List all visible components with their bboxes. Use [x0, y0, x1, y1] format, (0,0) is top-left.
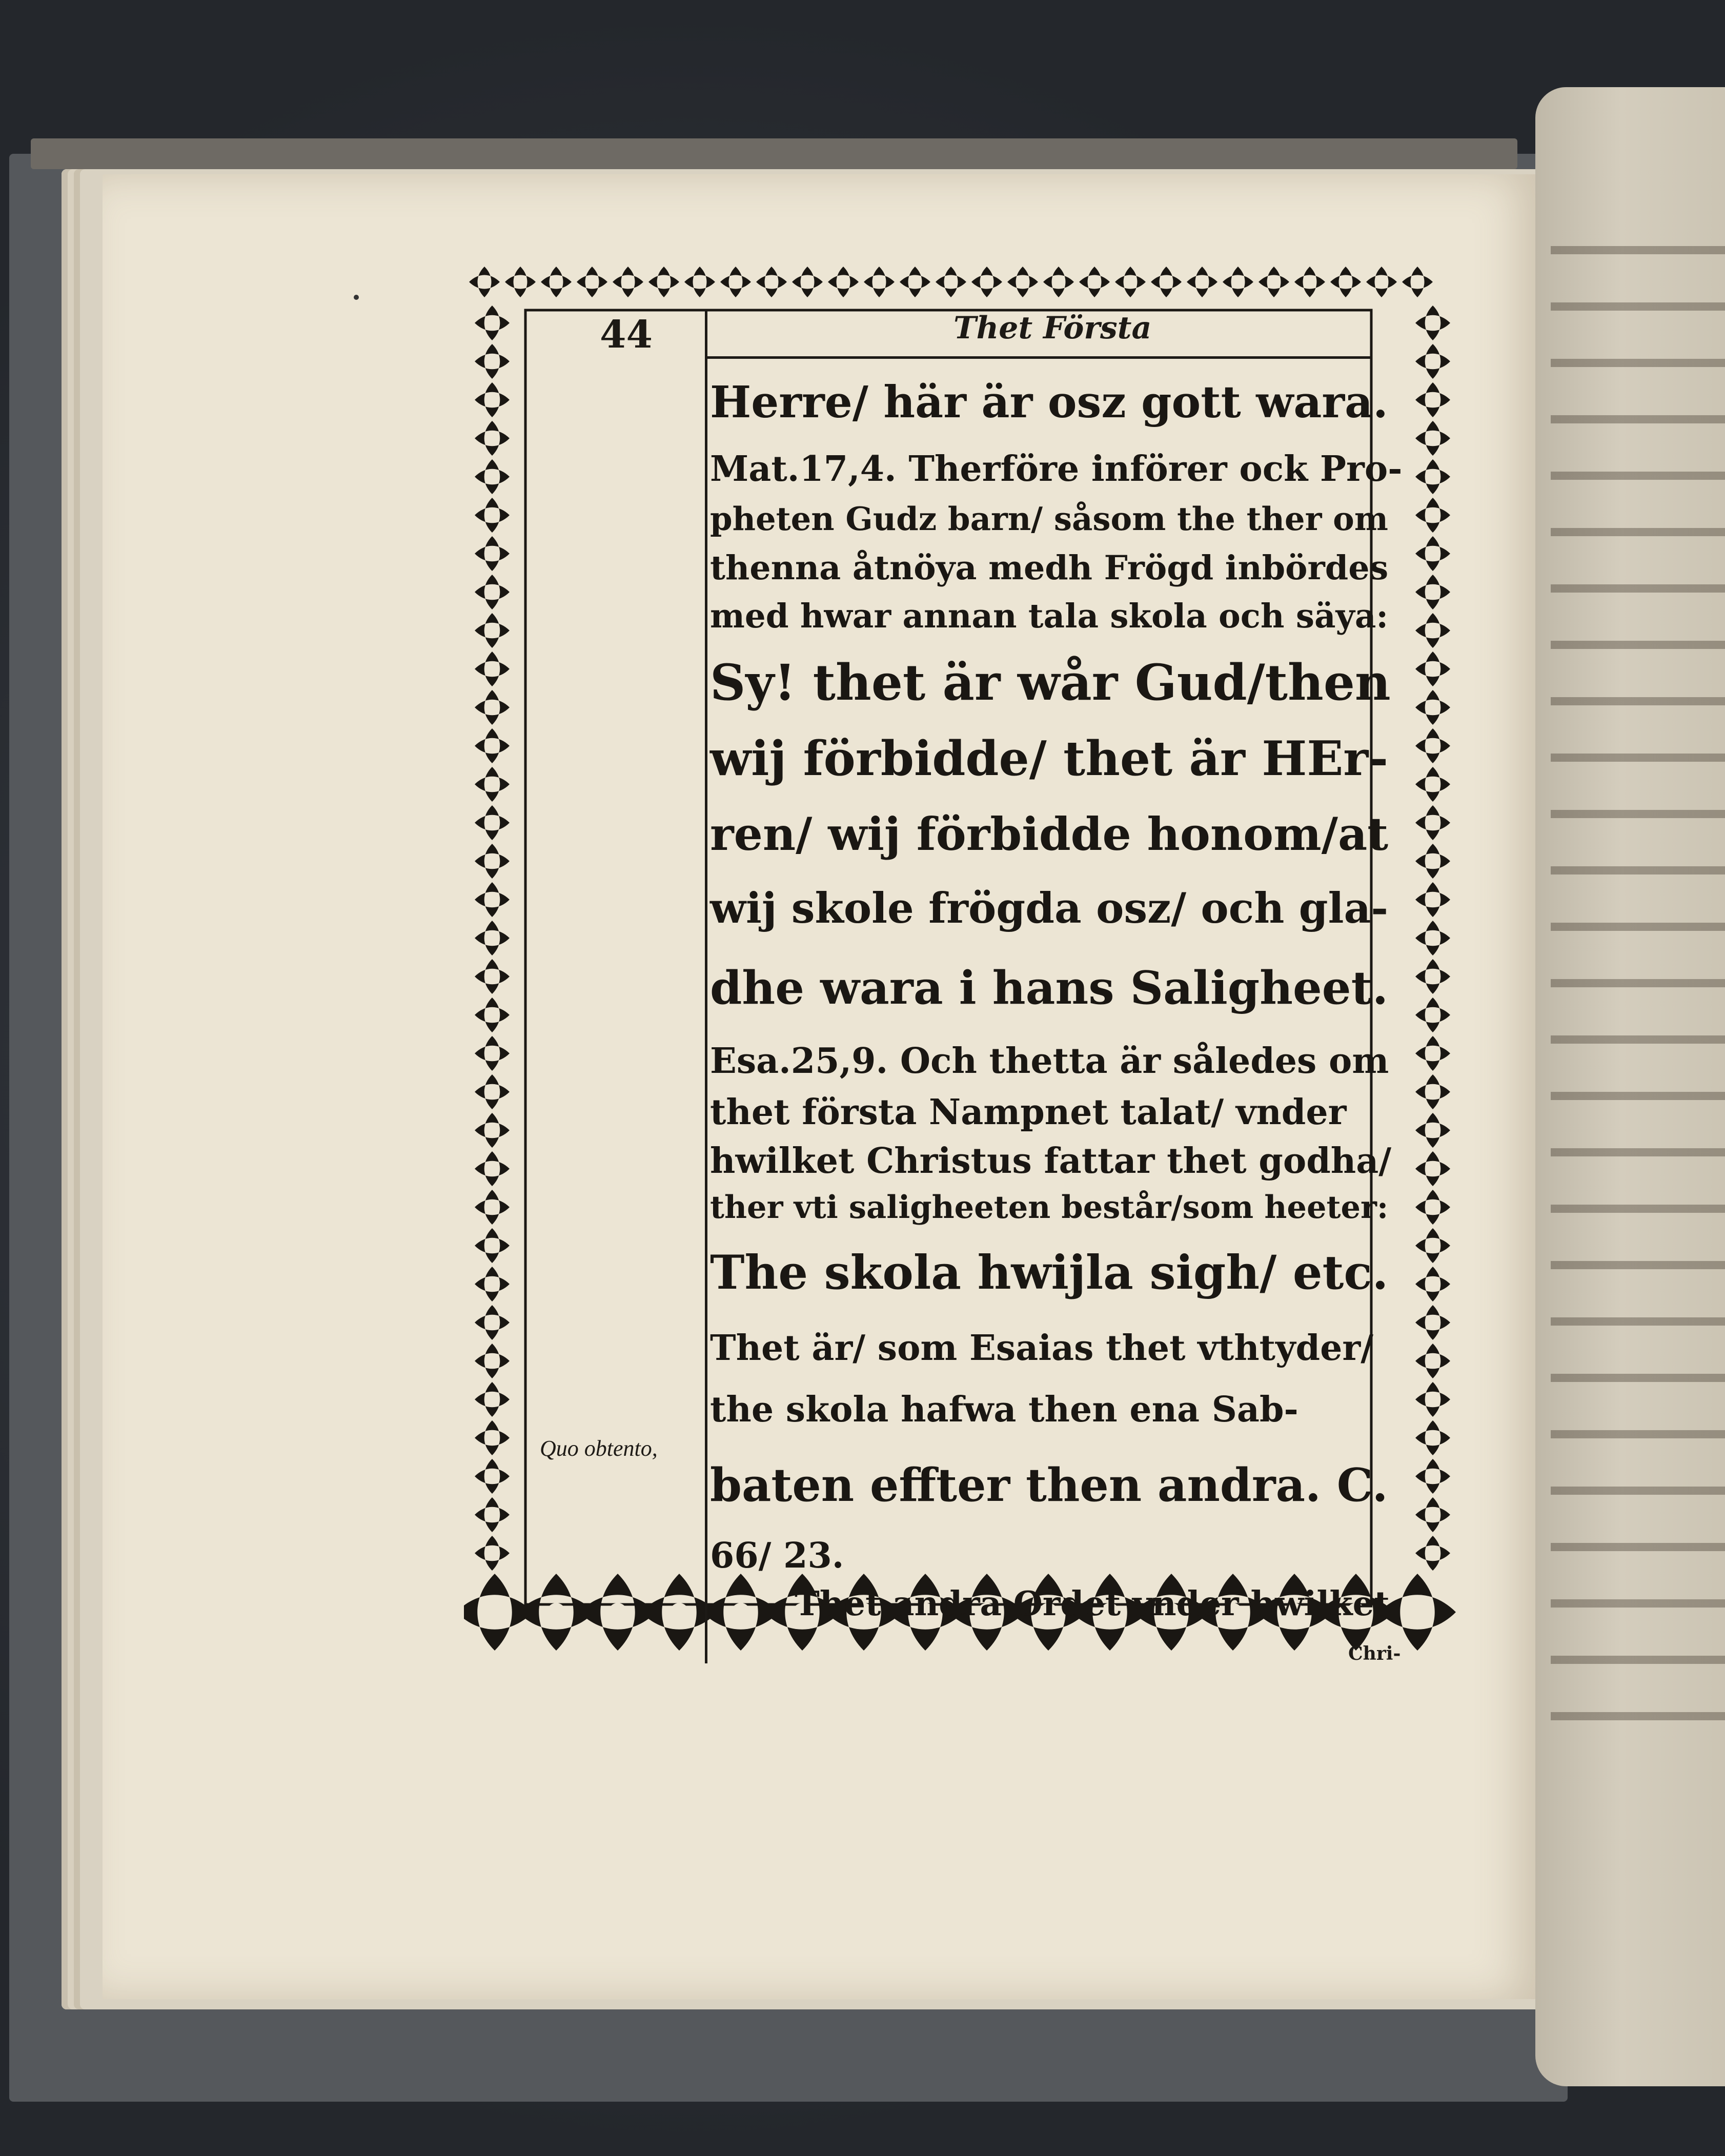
border-ornament-top [1366, 267, 1397, 297]
border-ornament-top [720, 267, 751, 297]
border-ornament-left [475, 1190, 510, 1225]
border-ornament-top [1259, 267, 1289, 297]
border-ornament-left [475, 652, 510, 686]
ink-spot [354, 295, 359, 300]
catchword: Chri- [1348, 1643, 1401, 1664]
border-ornament-top [541, 267, 572, 297]
border-ornament-left [475, 1267, 510, 1301]
text-line: dhe wara i hans Saligheet. [710, 961, 1388, 1015]
text-line: thet första Nampnet talat/ vnder [710, 1092, 1347, 1133]
border-ornament-right [1415, 421, 1450, 456]
border-ornament-right [1415, 728, 1450, 763]
border-ornament-top [1115, 267, 1146, 297]
book-cover-edge [31, 138, 1517, 169]
border-ornament-right [1415, 382, 1450, 417]
right-page [1535, 87, 1725, 2086]
border-ornament-left [475, 306, 510, 340]
page-number: 44 [600, 313, 653, 357]
border-ornament-right [1415, 1151, 1450, 1186]
text-line: ren/ wij förbidde honom/at [710, 807, 1389, 861]
border-ornament-left [475, 805, 510, 840]
border-ornament-right [1415, 306, 1450, 340]
border-ornament-left [475, 1074, 510, 1109]
border-ornament-right [1415, 767, 1450, 802]
border-ornament-top [648, 267, 679, 297]
border-ornament-left [475, 575, 510, 609]
border-ornament-right [1415, 652, 1450, 686]
border-ornament-top [1223, 267, 1253, 297]
border-ornament-left [475, 382, 510, 417]
border-ornament-left [475, 1036, 510, 1071]
border-ornament-top [1187, 267, 1217, 297]
border-ornament-right [1415, 1459, 1450, 1494]
border-ornament-left [475, 1228, 510, 1263]
text-line: Thet andra Ordet vnder hwilket [795, 1584, 1390, 1623]
border-ornament-left [475, 1305, 510, 1340]
text-line: wij skole frögda osz/ och gla- [710, 884, 1388, 933]
text-line: pheten Gudz barn/ såsom the ther om [710, 500, 1388, 538]
border-ornament-left [475, 1536, 510, 1571]
border-ornament-left [475, 536, 510, 571]
border-ornament-right [1415, 459, 1450, 494]
border-ornament-top [684, 267, 715, 297]
border-ornament-right [1415, 1420, 1450, 1455]
border-ornament-left [475, 1344, 510, 1378]
border-ornament-right [1415, 921, 1450, 955]
border-ornament-left [475, 1420, 510, 1455]
text-line: baten effter then andra. C. [710, 1458, 1388, 1512]
text-line: Herre/ här är osz gott wara. [710, 377, 1388, 428]
border-ornament-right [1415, 1344, 1450, 1378]
border-ornament-right [1415, 1074, 1450, 1109]
border-ornament-right [1415, 536, 1450, 571]
running-head: Thet Första [953, 310, 1152, 346]
border-ornament-top [1294, 267, 1325, 297]
border-ornament-left [475, 728, 510, 763]
border-ornament-top [792, 267, 823, 297]
border-ornament-right [1415, 805, 1450, 840]
border-ornament-top [828, 267, 859, 297]
border-ornament-right [1415, 1190, 1450, 1225]
border-ornament-left [475, 921, 510, 955]
border-ornament-left [475, 1151, 510, 1186]
border-ornament-top [1151, 267, 1182, 297]
text-line: Mat.17,4. Therföre införer ock Pro- [710, 449, 1403, 490]
border-ornament-right [1415, 575, 1450, 609]
border-ornament-top [900, 267, 930, 297]
border-ornament-right [1415, 344, 1450, 379]
border-ornament-right [1415, 1497, 1450, 1532]
text-line: Esa.25,9. Och thetta är således om [710, 1041, 1389, 1082]
border-ornament-top [971, 267, 1002, 297]
border-ornament-left [475, 1497, 510, 1532]
border-ornament-top [756, 267, 787, 297]
border-ornament-right [1415, 1228, 1450, 1263]
border-ornament-left [475, 344, 510, 379]
border-ornament-left [475, 959, 510, 994]
border-ornament-right [1415, 1382, 1450, 1417]
text-line: thenna åtnöya medh Frögd inbördes [710, 548, 1389, 587]
text-line: Sy! thet är wår Gud/then [710, 654, 1391, 711]
border-ornament-top [1007, 267, 1038, 297]
border-ornament-right [1415, 1036, 1450, 1071]
border-ornament-left [475, 998, 510, 1032]
border-ornament-right [1415, 1536, 1450, 1571]
border-ornament-left [475, 498, 510, 533]
border-ornament-right [1415, 1267, 1450, 1301]
text-line: Thet är/ som Esaias thet vthtyder/ [710, 1328, 1374, 1369]
border-ornament-top [577, 267, 607, 297]
border-ornament-top [1402, 267, 1433, 297]
border-ornament-left [475, 690, 510, 725]
border-ornament-bottom [1379, 1574, 1456, 1651]
border-ornament-top [1079, 267, 1110, 297]
border-ornament-left [475, 1459, 510, 1494]
text-line: The skola hwijla sigh/ etc. [710, 1246, 1389, 1300]
border-ornament-right [1415, 613, 1450, 648]
border-ornament-top [936, 267, 966, 297]
border-ornament-left [475, 882, 510, 917]
border-ornament-right [1415, 844, 1450, 879]
column-rule [705, 310, 707, 1663]
border-ornament-top [469, 267, 500, 297]
border-ornament-right [1415, 690, 1450, 725]
border-ornament-left [475, 421, 510, 456]
right-page-text-lines [1551, 210, 1725, 1748]
border-ornament-left [475, 613, 510, 648]
border-ornament-right [1415, 882, 1450, 917]
border-ornament-right [1415, 959, 1450, 994]
text-line: the skola hafwa then ena Sab- [710, 1389, 1298, 1430]
head-rule [707, 356, 1371, 359]
border-ornament-left [475, 767, 510, 802]
text-line: wij förbidde/ thet är HEr- [710, 730, 1388, 786]
border-ornament-right [1415, 1113, 1450, 1148]
border-ornament-top [613, 267, 643, 297]
text-line: med hwar annan tala skola och säya: [710, 597, 1389, 636]
border-ornament-right [1415, 1305, 1450, 1340]
border-ornament-left [475, 1113, 510, 1148]
margin-note: Quo obtento, [540, 1436, 658, 1461]
text-line: ther vti saligheeten består/som heeter: [710, 1189, 1389, 1226]
border-ornament-left [475, 1382, 510, 1417]
border-ornament-top [505, 267, 536, 297]
text-line: 66/ 23. [710, 1535, 844, 1576]
border-ornament-top [1043, 267, 1074, 297]
border-ornament-top [1330, 267, 1361, 297]
border-ornament-left [475, 844, 510, 879]
border-ornament-left [475, 459, 510, 494]
border-ornament-right [1415, 998, 1450, 1032]
border-ornament-right [1415, 498, 1450, 533]
text-line: hwilket Christus fattar thet godha/ [710, 1141, 1392, 1182]
border-ornament-top [864, 267, 895, 297]
